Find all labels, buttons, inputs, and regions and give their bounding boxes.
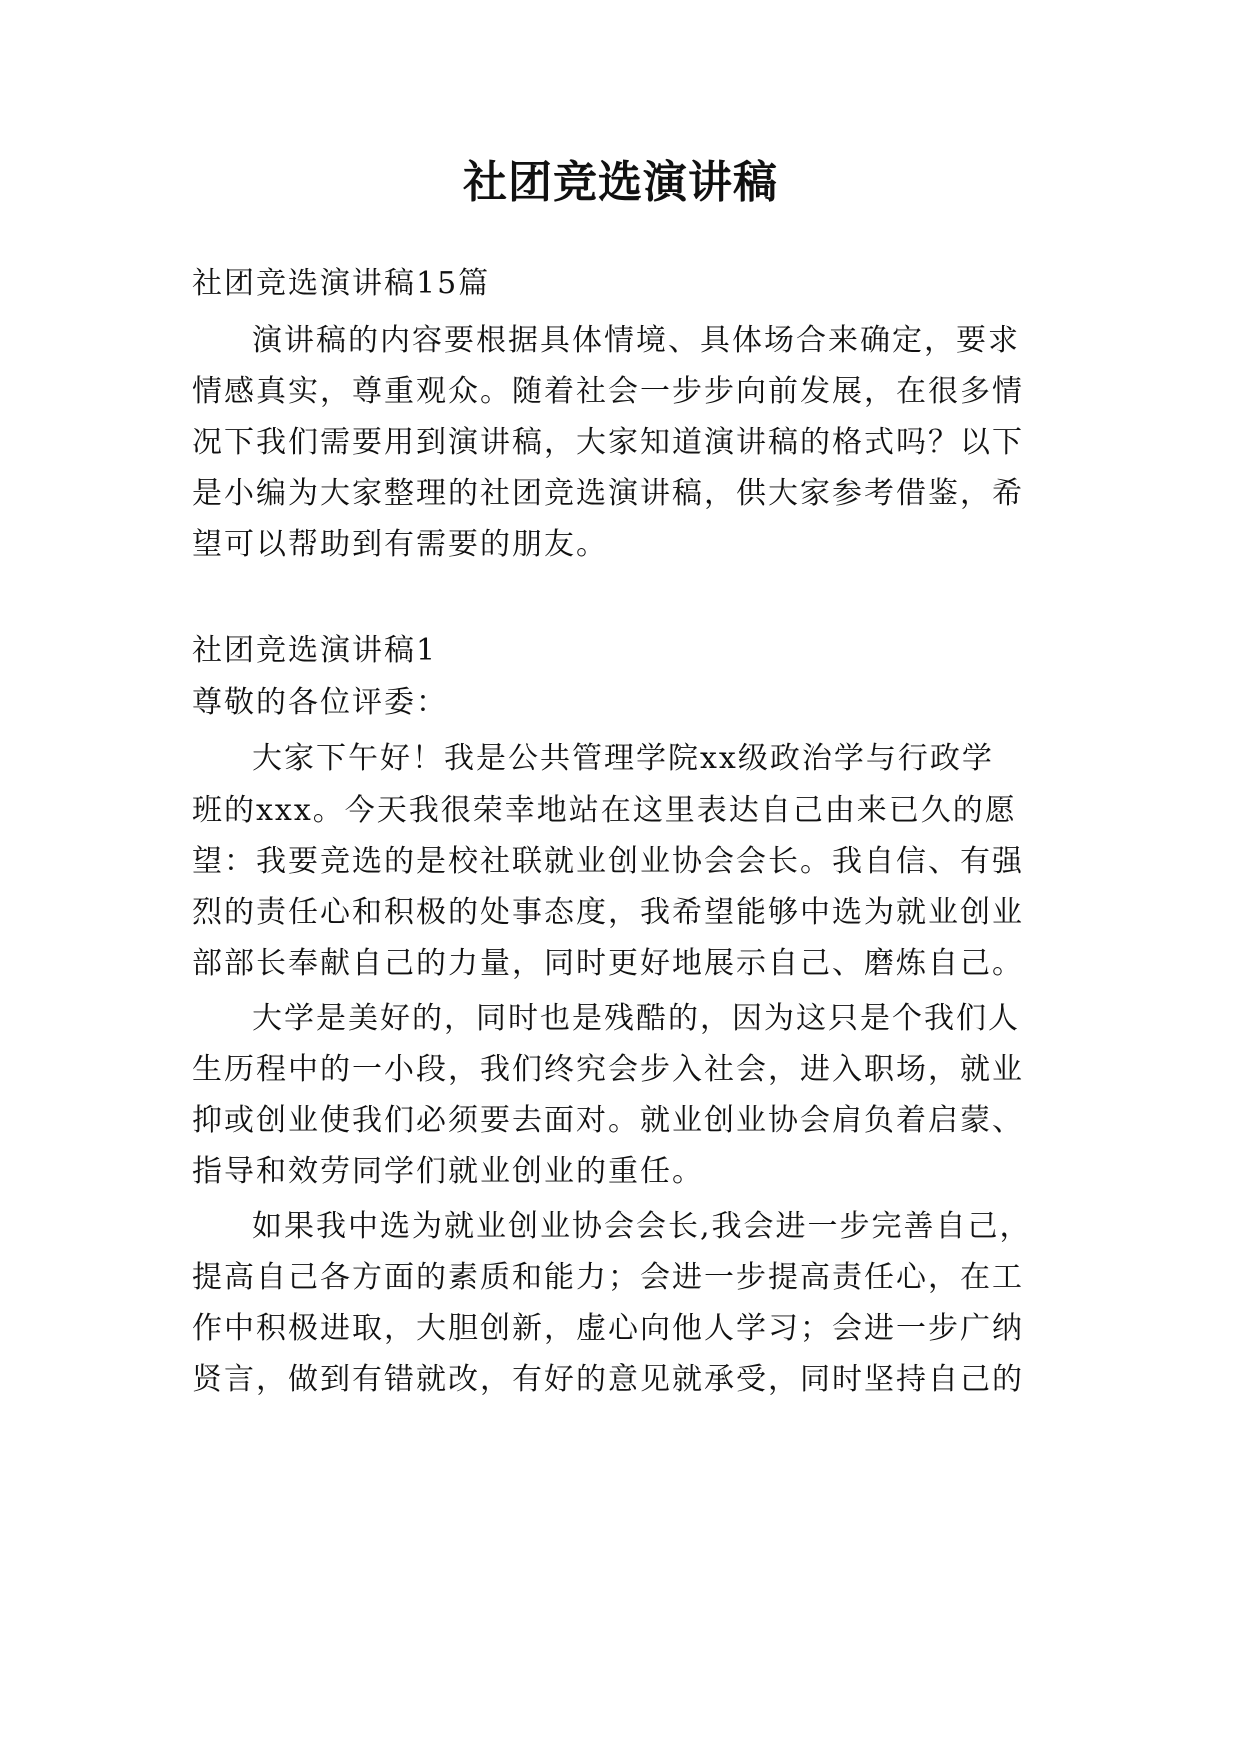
paragraph-line: 生历程中的一小段，我们终究会步入社会，进入职场，就业: [192, 1052, 1024, 1087]
paragraph-line: 提高自己各方面的素质和能力；会进一步提高责任心，在工: [192, 1260, 1024, 1295]
subtitle-line: 社团竞选演讲稿15篇: [192, 266, 491, 301]
section-heading: 社团竞选演讲稿1: [192, 633, 438, 668]
paragraph-line: 大学是美好的，同时也是残酷的，因为这只是个我们人: [252, 1001, 1020, 1036]
paragraph-line: 抑或创业使我们必须要去面对。就业创业协会肩负着启蒙、: [192, 1103, 1024, 1138]
paragraph-line: 演讲稿的内容要根据具体情境、具体场合来确定，要求: [252, 323, 1020, 358]
paragraph-line: 班的xxx。今天我很荣幸地站在这里表达自己由来已久的愿: [192, 793, 1017, 828]
paragraph-line: 贤言，做到有错就改，有好的意见就承受，同时坚持自己的: [192, 1362, 1024, 1397]
paragraph-line: 望可以帮助到有需要的朋友。: [192, 527, 608, 562]
paragraph-line: 望：我要竞选的是校社联就业创业协会会长。我自信、有强: [192, 844, 1024, 879]
paragraph-line: 作中积极进取，大胆创新，虚心向他人学习；会进一步广纳: [192, 1311, 1024, 1346]
paragraph-line: 指导和效劳同学们就业创业的重任。: [192, 1154, 704, 1189]
paragraph-line: 是小编为大家整理的社团竞选演讲稿，供大家参考借鉴，希: [192, 476, 1024, 511]
paragraph-line: 况下我们需要用到演讲稿，大家知道演讲稿的格式吗？以下: [192, 425, 1024, 460]
paragraph-line: 如果我中选为就业创业协会会长,我会进一步完善自己，: [252, 1209, 1032, 1244]
paragraph-line: 大家下午好！我是公共管理学院xx级政治学与行政学: [252, 741, 994, 776]
paragraph-line: 烈的责任心和积极的处事态度，我希望能够中选为就业创业: [192, 895, 1024, 930]
salutation-line: 尊敬的各位评委：: [192, 685, 448, 720]
document-title: 社团竞选演讲稿: [463, 157, 778, 208]
paragraph-line: 部部长奉献自己的力量，同时更好地展示自己、磨炼自己。: [192, 946, 1024, 981]
paragraph-line: 情感真实，尊重观众。随着社会一步步向前发展，在很多情: [192, 374, 1024, 409]
